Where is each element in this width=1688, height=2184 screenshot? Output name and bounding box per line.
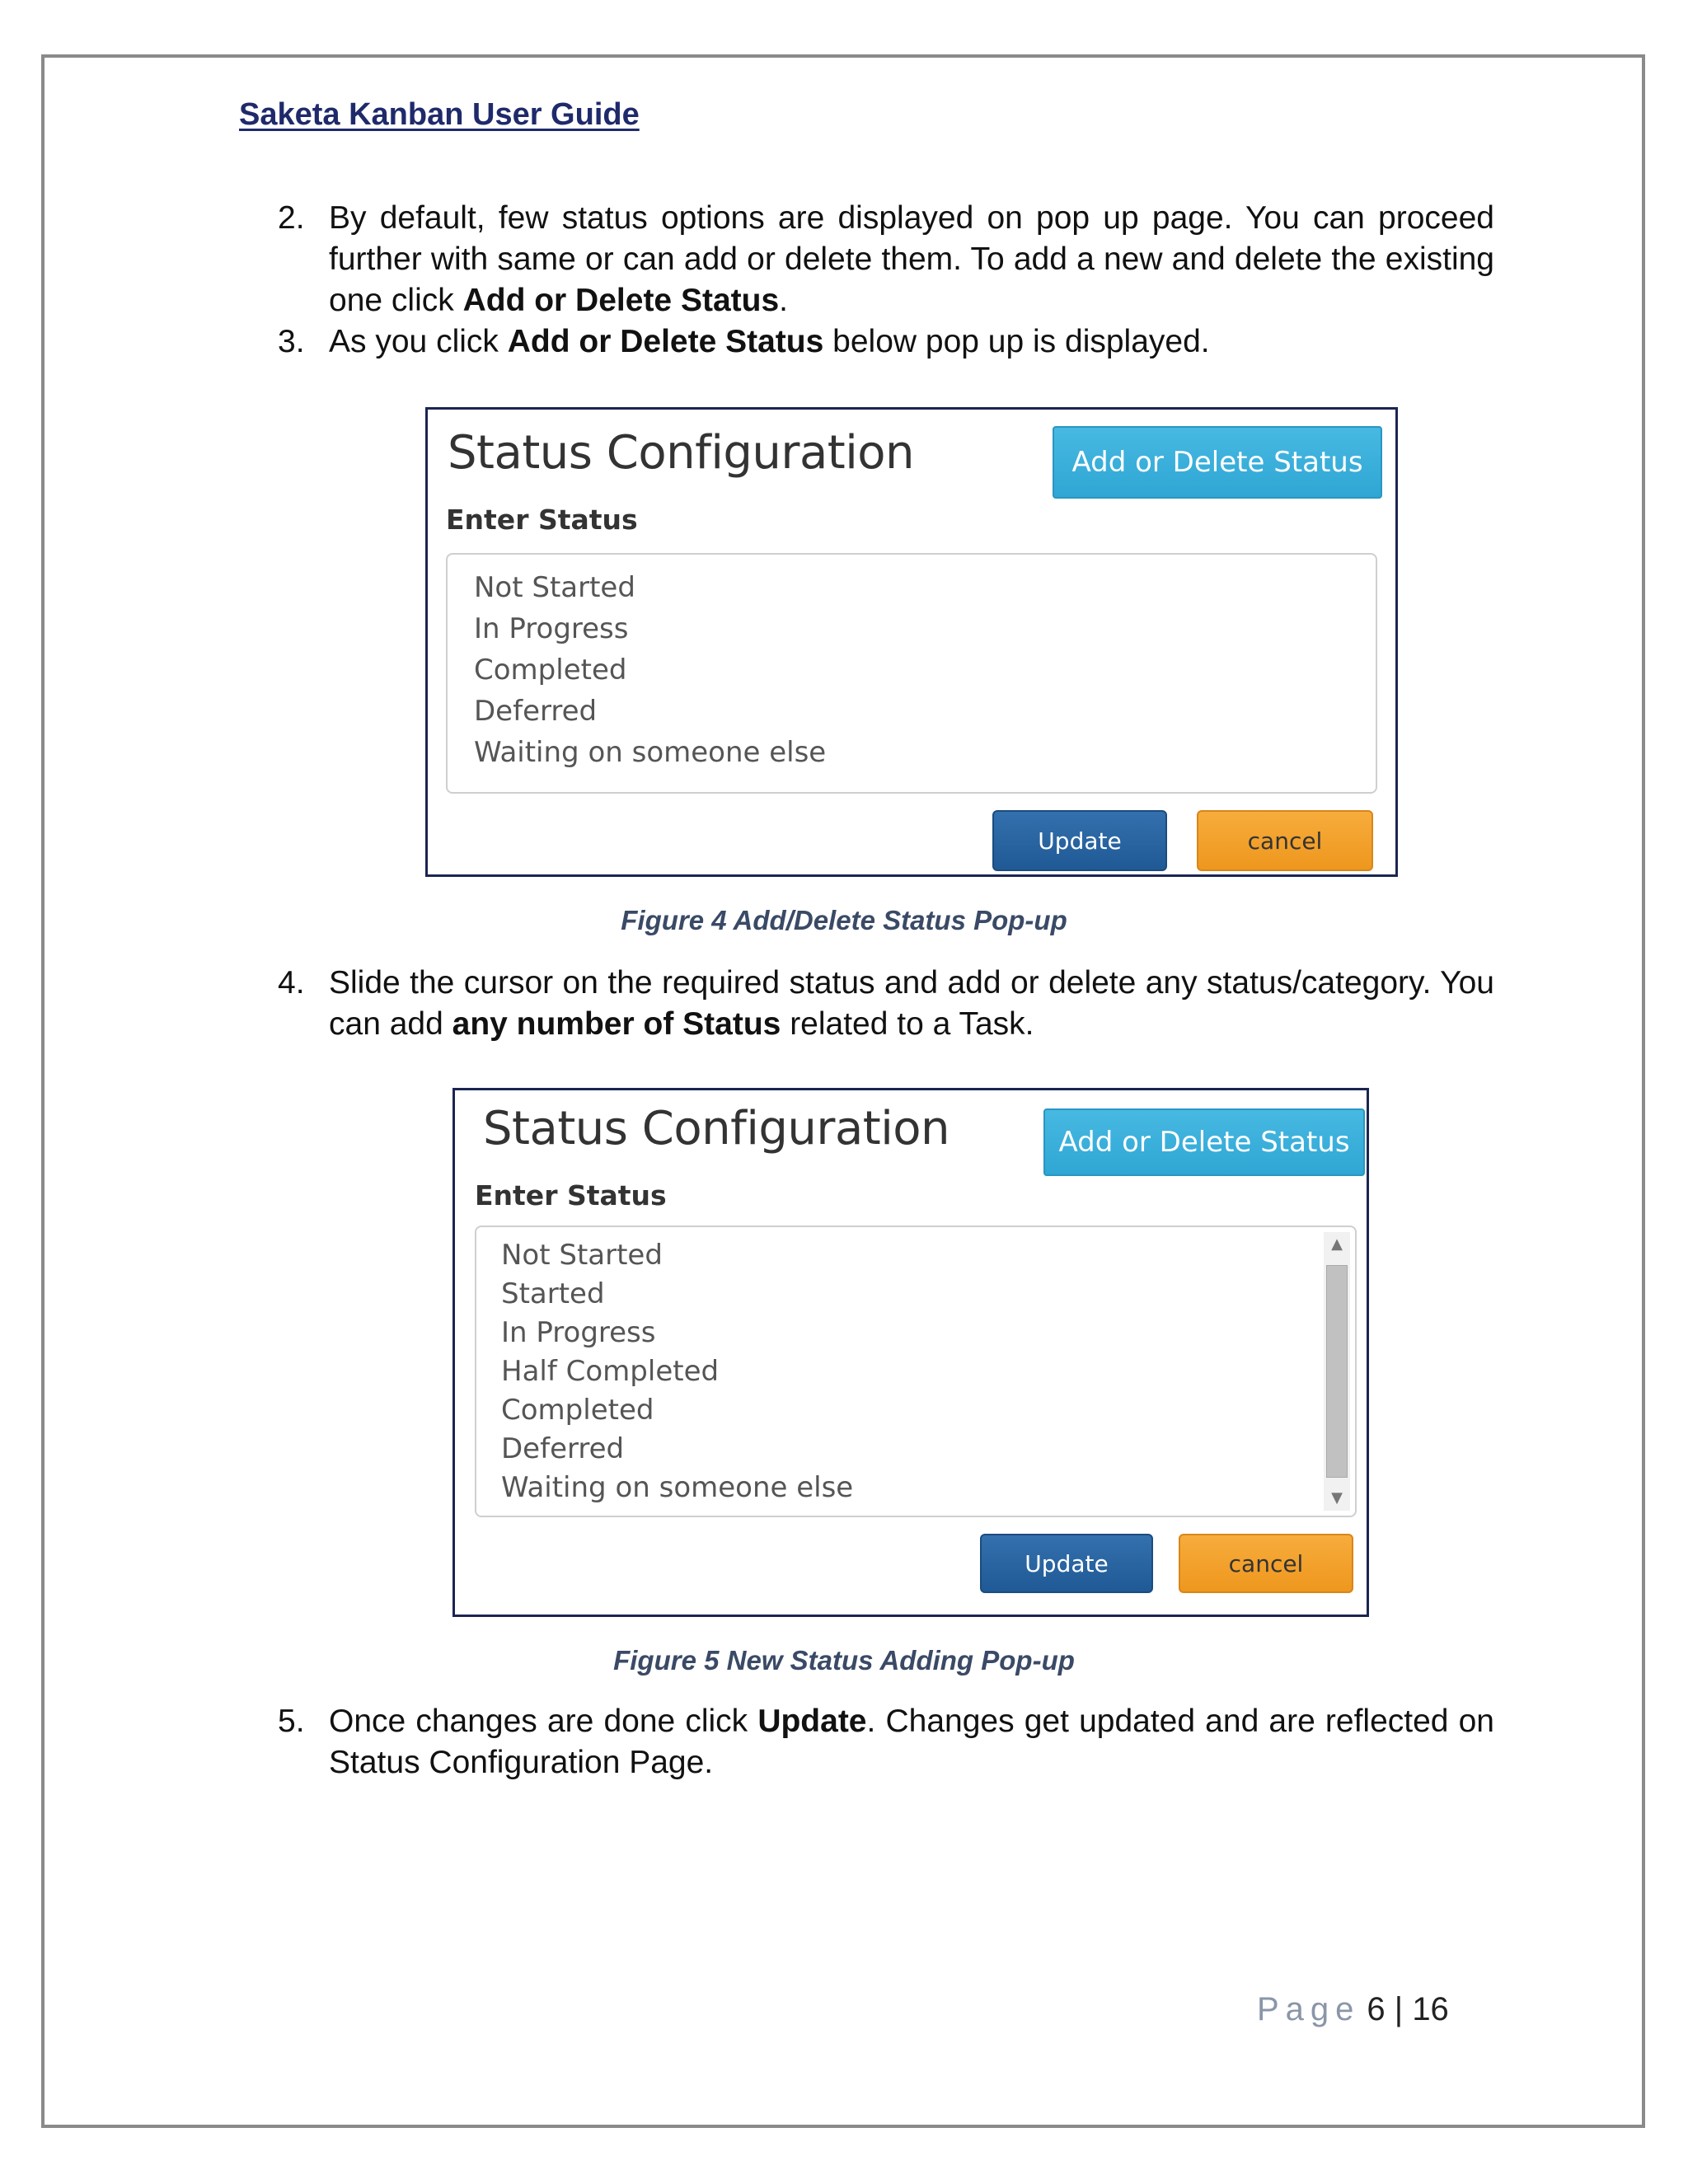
list-item[interactable]: Deferred	[474, 695, 598, 728]
figure-5-caption: Figure 5 New Status Adding Pop-up	[613, 1645, 1075, 1675]
page-number	[1257, 1991, 1449, 2028]
update-button[interactable]: Update	[980, 1534, 1153, 1593]
scroll-down-arrow-icon[interactable]: ▼	[1331, 1489, 1343, 1507]
list-item[interactable]: Waiting on someone else	[501, 1471, 854, 1504]
step-5	[278, 1701, 1494, 1783]
figure-4-caption: Figure 4 Add/Delete Status Pop-up	[621, 905, 1067, 935]
figure-4-status-configuration	[425, 407, 1398, 877]
list-item[interactable]: In Progress	[501, 1316, 656, 1349]
page-separator: |	[1394, 1991, 1404, 2027]
bold-term: Add or Delete Status	[507, 324, 824, 359]
bold-term: any number of Status	[452, 1006, 781, 1042]
list-item[interactable]: Started	[501, 1277, 605, 1310]
list-item[interactable]: In Progress	[474, 612, 629, 645]
step-text: By default, few status options are displayed on pop up page. You can proceed further with same or can add or delete them. To add a new and delete the existing one click Add or Delete Status.	[329, 200, 1494, 318]
step-text: As you click Add or Delete Status below pop up is displayed.	[329, 324, 1210, 359]
cancel-button[interactable]: cancel	[1197, 810, 1373, 871]
step-number: 3.	[278, 324, 305, 359]
step-text: Slide the cursor on the required status and add or delete any status/category. You can add any number of Status related to a Task.	[329, 965, 1494, 1042]
figure-5-status-configuration	[452, 1088, 1369, 1617]
step-4	[278, 963, 1494, 1045]
step-2	[278, 198, 1494, 321]
scroll-up-arrow-icon[interactable]: ▲	[1331, 1235, 1343, 1253]
step-text: Once changes are done click Update. Changes get updated and are reflected on Status Configuration Page.	[329, 1704, 1494, 1780]
dialog-title: Status Configuration	[483, 1102, 950, 1155]
step-3	[278, 321, 1494, 363]
step-number: 4.	[278, 965, 305, 1001]
page-word: Page	[1257, 1991, 1361, 2027]
step-number: 2.	[278, 200, 305, 236]
add-or-delete-status-button[interactable]: Add or Delete Status	[1043, 1108, 1365, 1176]
status-list[interactable]	[446, 553, 1377, 794]
bold-term: Add or Delete Status	[462, 283, 780, 318]
enter-status-label: Enter Status	[475, 1179, 667, 1212]
list-item[interactable]: Deferred	[501, 1432, 625, 1465]
dialog-title: Status Configuration	[448, 426, 915, 480]
list-item[interactable]: Waiting on someone else	[474, 736, 827, 769]
page-current: 6	[1367, 1991, 1386, 2027]
step-number: 5.	[278, 1704, 305, 1739]
document-header-title: Saketa Kanban User Guide	[239, 97, 640, 132]
update-button[interactable]: Update	[992, 810, 1167, 871]
list-item[interactable]: Not Started	[474, 571, 635, 604]
list-scrollbar[interactable]	[1324, 1232, 1350, 1511]
bold-term: Update	[757, 1704, 867, 1739]
list-item[interactable]: Half Completed	[501, 1355, 720, 1388]
scrollbar-thumb[interactable]	[1326, 1265, 1348, 1478]
list-item[interactable]: Completed	[474, 654, 627, 687]
add-or-delete-status-button[interactable]: Add or Delete Status	[1053, 426, 1382, 499]
status-list[interactable]	[475, 1226, 1357, 1517]
list-item[interactable]: Not Started	[501, 1239, 663, 1272]
page-total: 16	[1412, 1991, 1449, 2027]
list-item[interactable]: Completed	[501, 1394, 654, 1427]
enter-status-label: Enter Status	[446, 504, 638, 536]
cancel-button[interactable]: cancel	[1179, 1534, 1353, 1593]
